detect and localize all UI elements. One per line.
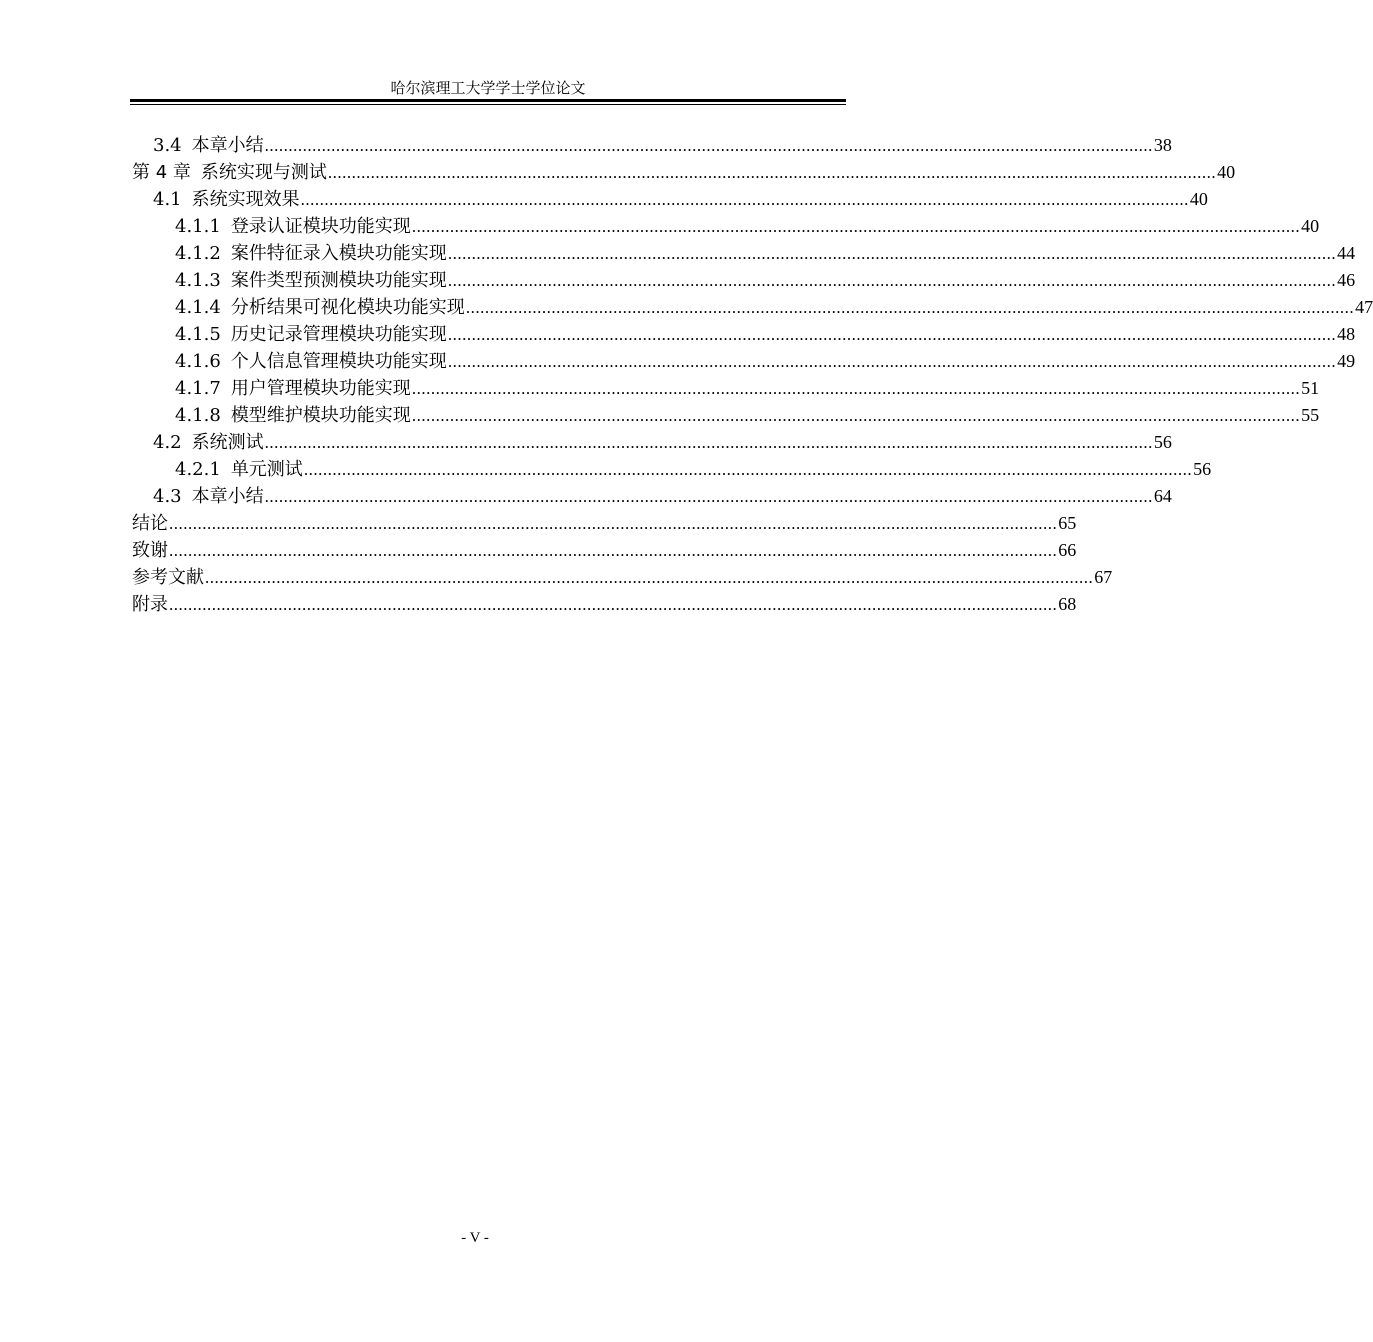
toc-entry[interactable]: [132, 483, 1172, 510]
toc-entry-page: 56: [1193, 459, 1212, 479]
toc-entry-title: 用户管理模块功能实现: [230, 378, 411, 399]
toc-entry-page: 44: [1337, 243, 1356, 263]
toc-entry-number: 4.1.3: [175, 270, 221, 291]
toc-entry-page: 46: [1337, 270, 1356, 290]
toc-entry-page: 48: [1337, 324, 1356, 344]
toc-entry[interactable]: [132, 159, 1236, 186]
toc-entry-page: 65: [1058, 513, 1077, 533]
toc-entry-title: 本章小结: [191, 135, 264, 156]
toc-entry-number: 3.4: [153, 135, 182, 156]
toc-entry-title: 模型维护模块功能实现: [230, 405, 411, 426]
toc-entry-title: 系统实现与测试: [200, 162, 327, 183]
toc-entry-page: 47: [1355, 297, 1373, 317]
toc-entry-number: 4.1.5: [175, 324, 221, 345]
toc-entry-title: 本章小结: [191, 486, 264, 507]
toc-leader-dots: ...........................................................................................................................................................................................: [411, 217, 1301, 236]
toc-entry-number: 4.2.1: [175, 459, 221, 480]
toc-entry[interactable]: [132, 321, 1356, 348]
toc-entry[interactable]: [132, 537, 1077, 564]
toc-entry[interactable]: [132, 186, 1208, 213]
toc-entry-page: 56: [1153, 432, 1172, 452]
toc-entry[interactable]: [132, 429, 1172, 456]
toc-leader-dots: ...........................................................................................................................................................................................: [411, 406, 1301, 425]
table-of-contents: [132, 132, 1373, 618]
toc-leader-dots: ...........................................................................................................................................................................................: [447, 325, 1337, 344]
toc-entry-title: 单元测试: [230, 459, 303, 480]
toc-entry[interactable]: [132, 510, 1077, 537]
toc-entry[interactable]: [132, 456, 1212, 483]
toc-entry-number: 4.2: [153, 432, 182, 453]
toc-entry-page: 64: [1153, 486, 1172, 506]
toc-entry-title: 登录认证模块功能实现: [230, 216, 411, 237]
toc-entry-number: 4.1.4: [175, 297, 221, 318]
toc-entry-title: 参考文献: [132, 567, 204, 588]
toc-entry-title: 系统测试: [191, 432, 264, 453]
toc-entry[interactable]: [132, 240, 1356, 267]
toc-entry-page: 66: [1058, 540, 1077, 560]
toc-entry-number: 第 4 章: [132, 162, 191, 183]
toc-leader-dots: ...........................................................................................................................................................................................: [264, 136, 1153, 155]
toc-entry-page: 38: [1153, 135, 1172, 155]
toc-entry-page: 55: [1301, 405, 1320, 425]
toc-entry[interactable]: [132, 375, 1320, 402]
toc-leader-dots: ...........................................................................................................................................................................................: [303, 460, 1193, 479]
toc-entry[interactable]: [132, 132, 1172, 159]
toc-entry-number: 4.3: [153, 486, 182, 507]
toc-entry-number: 4.1.1: [175, 216, 221, 237]
toc-leader-dots: ...........................................................................................................................................................................................: [264, 433, 1153, 452]
toc-entry-title: 历史记录管理模块功能实现: [230, 324, 447, 345]
toc-entry[interactable]: [132, 267, 1356, 294]
toc-leader-dots: ...........................................................................................................................................................................................: [169, 514, 1058, 533]
toc-entry-title: 分析结果可视化模块功能实现: [230, 297, 465, 318]
toc-entry-title: 系统实现效果: [191, 189, 300, 210]
toc-entry[interactable]: [132, 213, 1320, 240]
page-header: 哈尔滨理工大学学士学位论文: [390, 79, 586, 97]
toc-leader-dots: ...........................................................................................................................................................................................: [205, 568, 1094, 587]
toc-entry-number: 4.1: [153, 189, 182, 210]
toc-entry-number: 4.1.7: [175, 378, 221, 399]
toc-entry-title: 致谢: [132, 540, 168, 561]
toc-entry[interactable]: [132, 564, 1113, 591]
toc-entry[interactable]: [132, 348, 1356, 375]
toc-entry-page: 68: [1058, 594, 1077, 614]
toc-leader-dots: ...........................................................................................................................................................................................: [327, 163, 1217, 182]
toc-entry-page: 40: [1301, 216, 1320, 236]
toc-entry-title: 个人信息管理模块功能实现: [230, 351, 447, 372]
toc-leader-dots: ...........................................................................................................................................................................................: [300, 190, 1189, 209]
toc-leader-dots: ...........................................................................................................................................................................................: [169, 541, 1058, 560]
toc-leader-dots: ...........................................................................................................................................................................................: [447, 352, 1337, 371]
header-rule-thin: [130, 104, 846, 105]
toc-entry-page: 67: [1094, 567, 1113, 587]
toc-entry-title: 案件特征录入模块功能实现: [230, 243, 447, 264]
toc-entry-page: 49: [1337, 351, 1356, 371]
toc-leader-dots: ...........................................................................................................................................................................................: [264, 487, 1153, 506]
toc-entry[interactable]: [132, 402, 1320, 429]
toc-entry-page: 51: [1301, 378, 1320, 398]
toc-leader-dots: ...........................................................................................................................................................................................: [411, 379, 1301, 398]
toc-entry-title: 附录: [132, 594, 168, 615]
toc-entry-page: 40: [1217, 162, 1236, 182]
toc-entry-number: 4.1.8: [175, 405, 221, 426]
toc-entry-title: 案件类型预测模块功能实现: [230, 270, 447, 291]
toc-entry[interactable]: [132, 591, 1077, 618]
page-number: - V -: [461, 1230, 489, 1246]
toc-entry-page: 40: [1189, 189, 1208, 209]
toc-leader-dots: ...........................................................................................................................................................................................: [465, 298, 1355, 317]
toc-entry-title: 结论: [132, 513, 168, 534]
toc-leader-dots: ...........................................................................................................................................................................................: [169, 595, 1058, 614]
toc-entry-number: 4.1.2: [175, 243, 221, 264]
toc-leader-dots: ...........................................................................................................................................................................................: [447, 244, 1337, 263]
toc-entry-number: 4.1.6: [175, 351, 221, 372]
header-rule-thick: [130, 99, 846, 102]
toc-leader-dots: ...........................................................................................................................................................................................: [447, 271, 1337, 290]
toc-entry[interactable]: [132, 294, 1373, 321]
